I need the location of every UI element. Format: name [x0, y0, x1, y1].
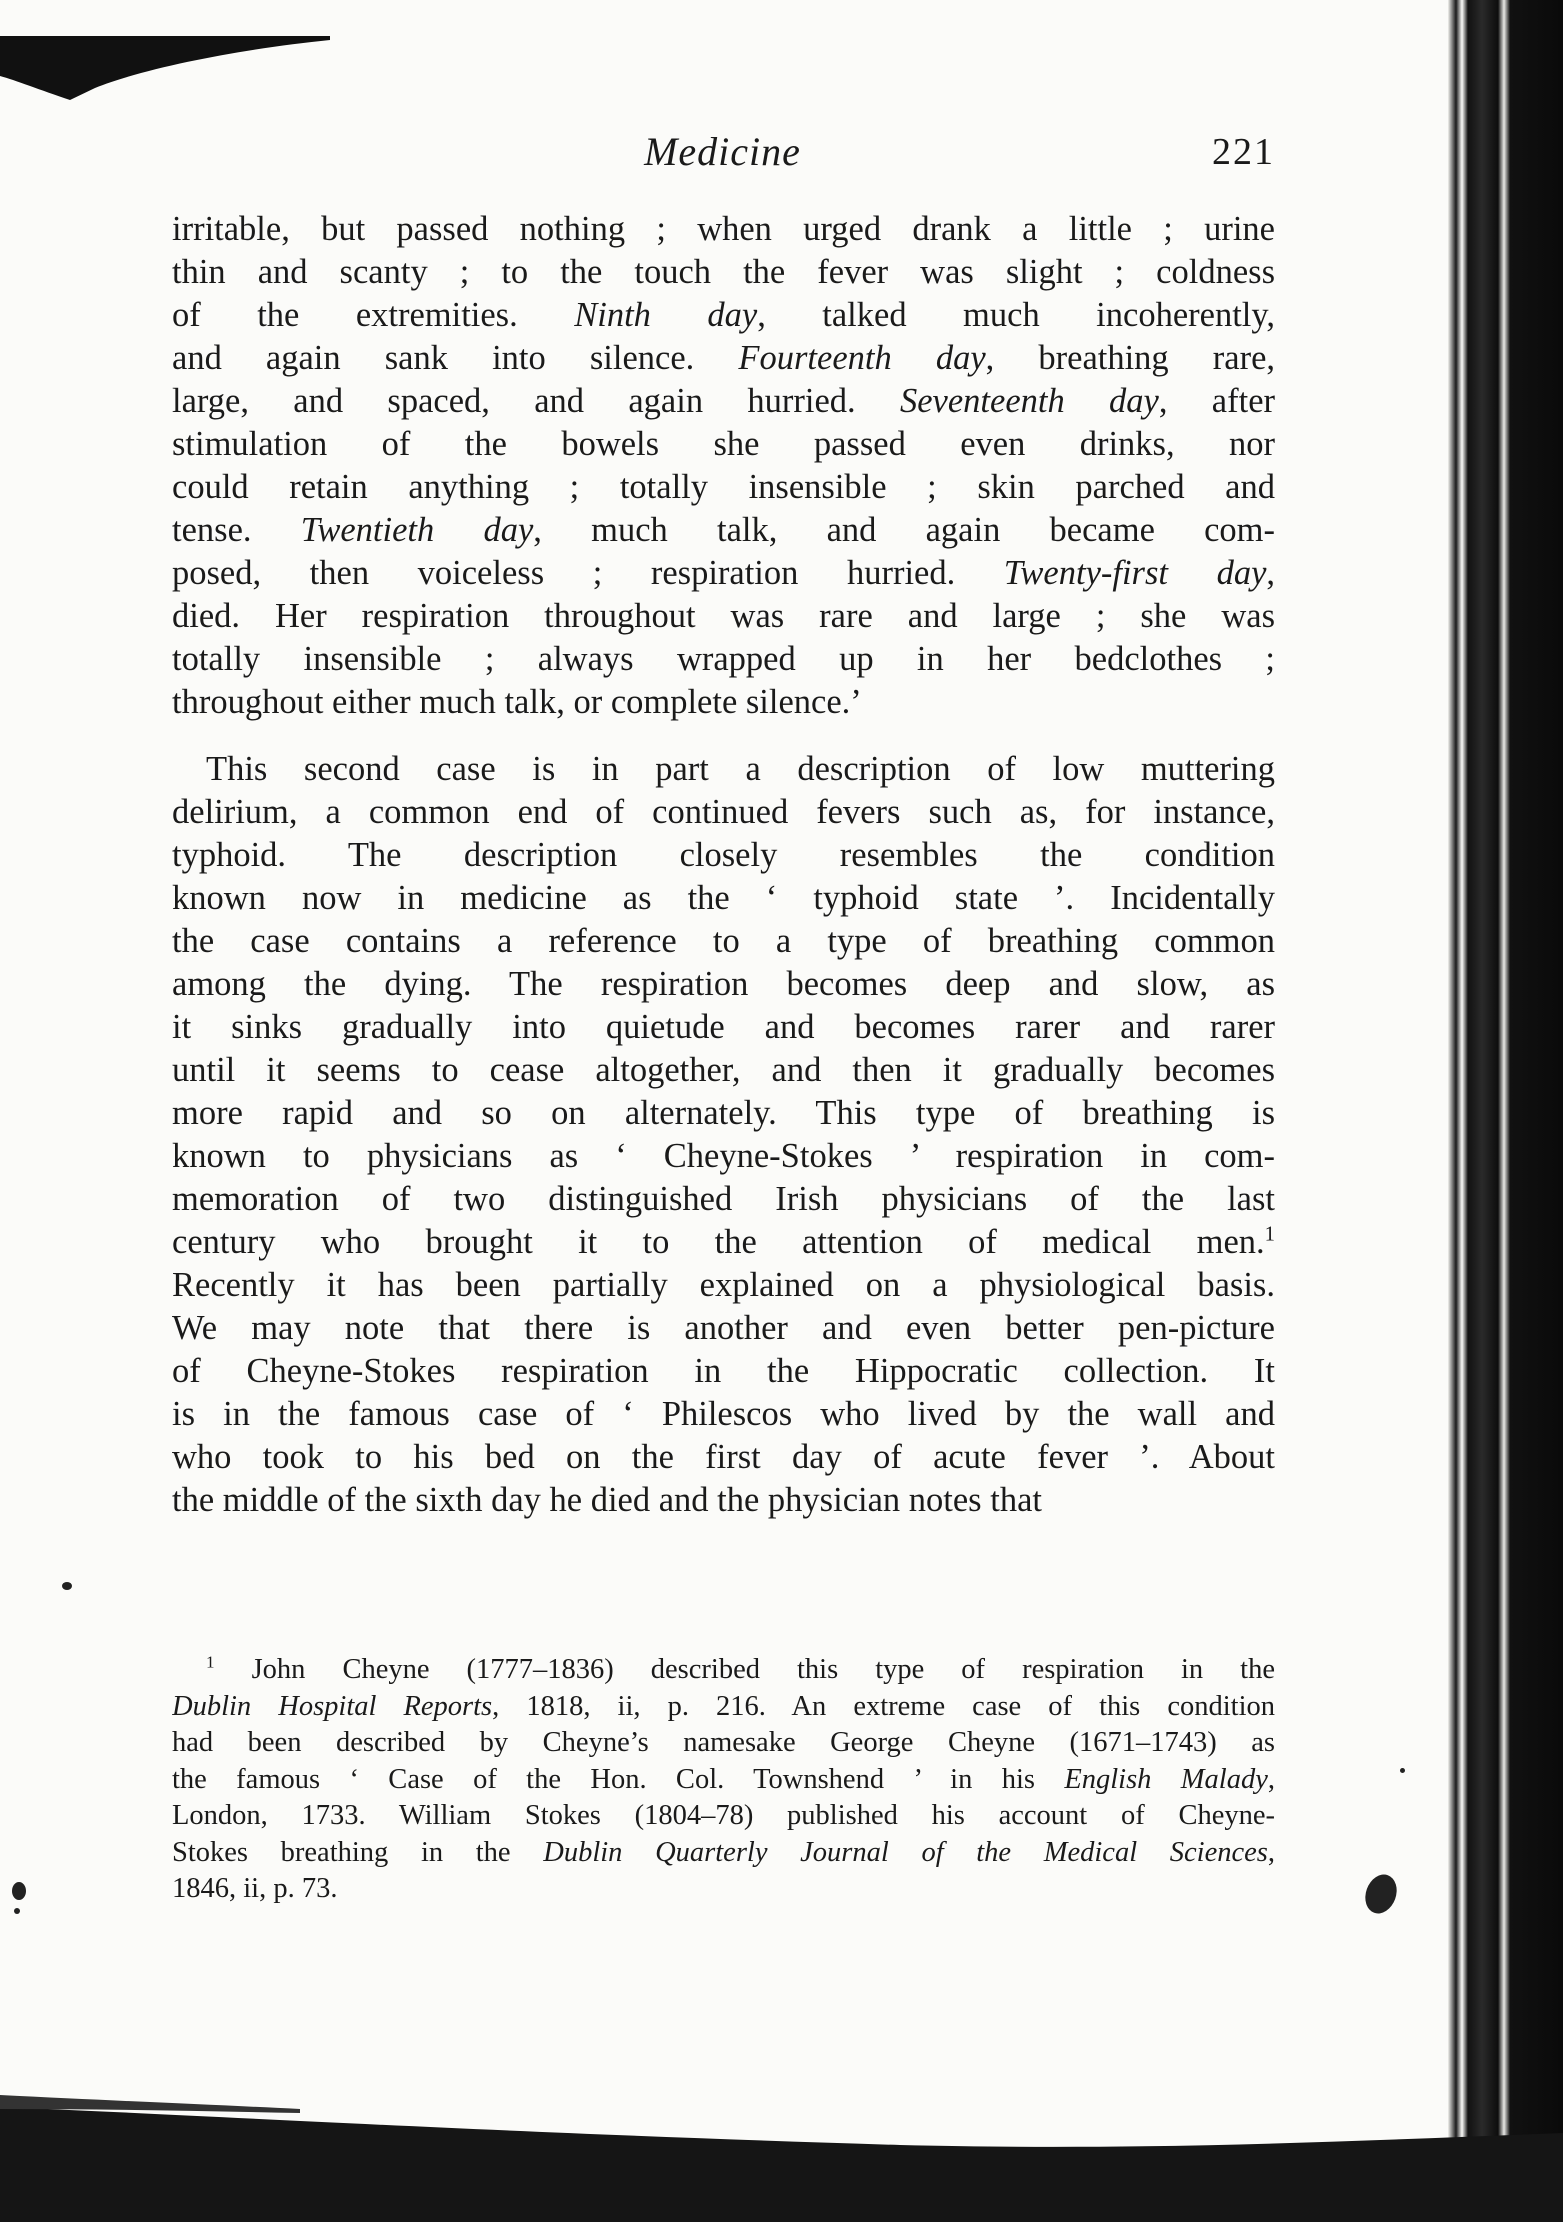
- text-line: [172, 509, 1275, 552]
- text-line: [172, 877, 1275, 920]
- text-run: among the dying. The respiration becomes deep and slow, as: [172, 965, 1275, 1003]
- text-run: the middle of the sixth day he died and the physician notes that: [172, 1481, 1042, 1519]
- text-run: is in the famous case of ‘ Philescos who lived by the wall and: [172, 1395, 1275, 1433]
- running-head: [170, 128, 1275, 188]
- text-run: memoration of two distinguished Irish physicians of the last: [172, 1180, 1275, 1218]
- footnote-line: [172, 1798, 1275, 1835]
- text-run: 1846, ii, p. 73.: [172, 1873, 338, 1904]
- text-run: London, 1733. William Stokes (1804–78) published his account of Cheyne-: [172, 1800, 1275, 1831]
- main-paragraph: [172, 748, 1275, 1522]
- italic-run: Seventeenth day: [899, 382, 1159, 420]
- page-number: 221: [1212, 131, 1275, 173]
- italic-run: Twentieth day: [300, 511, 534, 549]
- text-line: [172, 1436, 1275, 1479]
- ink-speck: [1360, 1870, 1402, 1918]
- text-line: [172, 791, 1275, 834]
- text-line: [172, 552, 1275, 595]
- italic-run: Twenty-first day: [1003, 554, 1267, 592]
- text-run: Stokes breathing in the: [172, 1836, 544, 1868]
- text-run: thin and scanty ; to the touch the fever was slight ; coldness: [172, 253, 1275, 291]
- text-run: and again sank into silence.: [172, 339, 739, 377]
- page-edge-shadow-right: [1448, 0, 1563, 2222]
- text-line: [172, 251, 1275, 294]
- text-run: large, and spaced, and again hurried.: [172, 382, 900, 420]
- text-run: died. Her respiration throughout was rare and large ; she was: [172, 597, 1275, 635]
- text-run: , talked much incoherently,: [757, 296, 1275, 334]
- footnote-line: [172, 1762, 1275, 1799]
- ink-speck: [1400, 1768, 1405, 1773]
- text-line: [172, 337, 1275, 380]
- footnote-marker: 1: [1264, 1223, 1275, 1246]
- text-run: irritable, but passed nothing ; when urged drank a little ; urine: [172, 210, 1275, 248]
- text-line: [172, 834, 1275, 877]
- footnote-line: [172, 1652, 1275, 1689]
- text-line: [172, 748, 1275, 791]
- text-run: This second case is in part a description of low muttering: [206, 750, 1275, 788]
- text-line: [172, 595, 1275, 638]
- text-run: until it seems to cease altogether, and then it gradually becomes: [172, 1051, 1275, 1089]
- text-run: posed, then voiceless ; respiration hurried.: [172, 554, 1004, 592]
- text-run: of the extremities.: [172, 296, 575, 334]
- text-run: , 1818, ii, p. 216. An extreme case of this condition: [492, 1690, 1275, 1722]
- text-run: delirium, a common end of continued fevers such as, for instance,: [172, 793, 1275, 831]
- text-line: [172, 1049, 1275, 1092]
- ink-speck: [62, 1582, 72, 1590]
- text-line: [172, 963, 1275, 1006]
- text-line: [172, 1479, 1275, 1522]
- footnote-line: [172, 1871, 1275, 1908]
- scan-smudge-top-left: [0, 18, 330, 108]
- text-run: totally insensible ; always wrapped up in her bedclothes ;: [172, 640, 1275, 678]
- text-run: tense.: [172, 511, 301, 549]
- italic-run: Ninth day: [574, 296, 758, 334]
- italic-run: Dublin Hospital Reports: [172, 1690, 493, 1722]
- text-run: who took to his bed on the first day of acute fever ’. About: [172, 1438, 1275, 1476]
- text-run: ,: [1266, 554, 1275, 592]
- footnote-line: [172, 1725, 1275, 1762]
- text-run: typhoid. The description closely resembles the condition: [172, 836, 1275, 874]
- text-run: stimulation of the bowels she passed even drinks, nor: [172, 425, 1275, 463]
- text-run: century who brought it to the attention of medical men.: [172, 1223, 1265, 1261]
- body-text: [172, 208, 1275, 1522]
- page-edge-shadow-bottom: [0, 2095, 1563, 2222]
- footnote-lines: [172, 1652, 1275, 1908]
- text-line: [172, 1092, 1275, 1135]
- text-line: [172, 920, 1275, 963]
- text-run: John Cheyne (1777–1836) described this type of respiration in the: [214, 1654, 1275, 1685]
- text-line: [172, 380, 1275, 423]
- footnote-line: [172, 1835, 1275, 1872]
- text-line: [172, 1393, 1275, 1436]
- footnote-marker: 1: [206, 1652, 215, 1672]
- text-line: [172, 423, 1275, 466]
- text-run: the famous ‘ Case of the Hon. Col. Townshend ’ in his: [172, 1763, 1065, 1795]
- text-line: [172, 208, 1275, 251]
- text-run: of Cheyne-Stokes respiration in the Hippocratic collection. It: [172, 1352, 1275, 1390]
- text-run: ,: [1267, 1763, 1275, 1795]
- text-run: the case contains a reference to a type of breathing common: [172, 922, 1275, 960]
- text-line: [172, 294, 1275, 337]
- text-run: throughout either much talk, or complete silence.’: [172, 683, 862, 721]
- page-title: Medicine: [644, 129, 801, 174]
- text-run: , much talk, and again became com-: [533, 511, 1275, 549]
- text-run: , after: [1158, 382, 1275, 420]
- italic-run: Dublin Quarterly Journal of the Medical Sciences: [543, 1836, 1268, 1868]
- case-continuation: [172, 208, 1275, 724]
- italic-run: Fourteenth day: [738, 339, 986, 377]
- text-run: ,: [1267, 1836, 1275, 1868]
- italic-run: English Malady: [1064, 1763, 1268, 1795]
- text-line: [172, 1307, 1275, 1350]
- text-run: could retain anything ; totally insensible ; skin parched and: [172, 468, 1275, 506]
- text-line: [172, 1178, 1275, 1221]
- text-run: Recently it has been partially explained on a physiological basis.: [172, 1266, 1275, 1304]
- text-line: [172, 681, 1275, 724]
- text-line: [172, 1264, 1275, 1307]
- ink-speck: [14, 1908, 20, 1914]
- text-run: , breathing rare,: [985, 339, 1275, 377]
- text-run: known now in medicine as the ‘ typhoid state ’. Incidentally: [172, 879, 1275, 917]
- footnote-line: [172, 1689, 1275, 1726]
- footnote: [172, 1652, 1275, 1908]
- text-line: [172, 638, 1275, 681]
- text-line: [172, 1221, 1275, 1264]
- text-run: had been described by Cheyne’s namesake George Cheyne (1671–1743) as: [172, 1727, 1275, 1758]
- text-run: known to physicians as ‘ Cheyne-Stokes ’ respiration in com-: [172, 1137, 1275, 1175]
- text-line: [172, 1006, 1275, 1049]
- ink-speck: [12, 1882, 26, 1900]
- text-run: We may note that there is another and even better pen-picture: [172, 1309, 1275, 1347]
- text-run: more rapid and so on alternately. This type of breathing is: [172, 1094, 1275, 1132]
- text-line: [172, 1350, 1275, 1393]
- text-run: it sinks gradually into quietude and becomes rarer and rarer: [172, 1008, 1275, 1046]
- text-line: [172, 466, 1275, 509]
- text-line: [172, 1135, 1275, 1178]
